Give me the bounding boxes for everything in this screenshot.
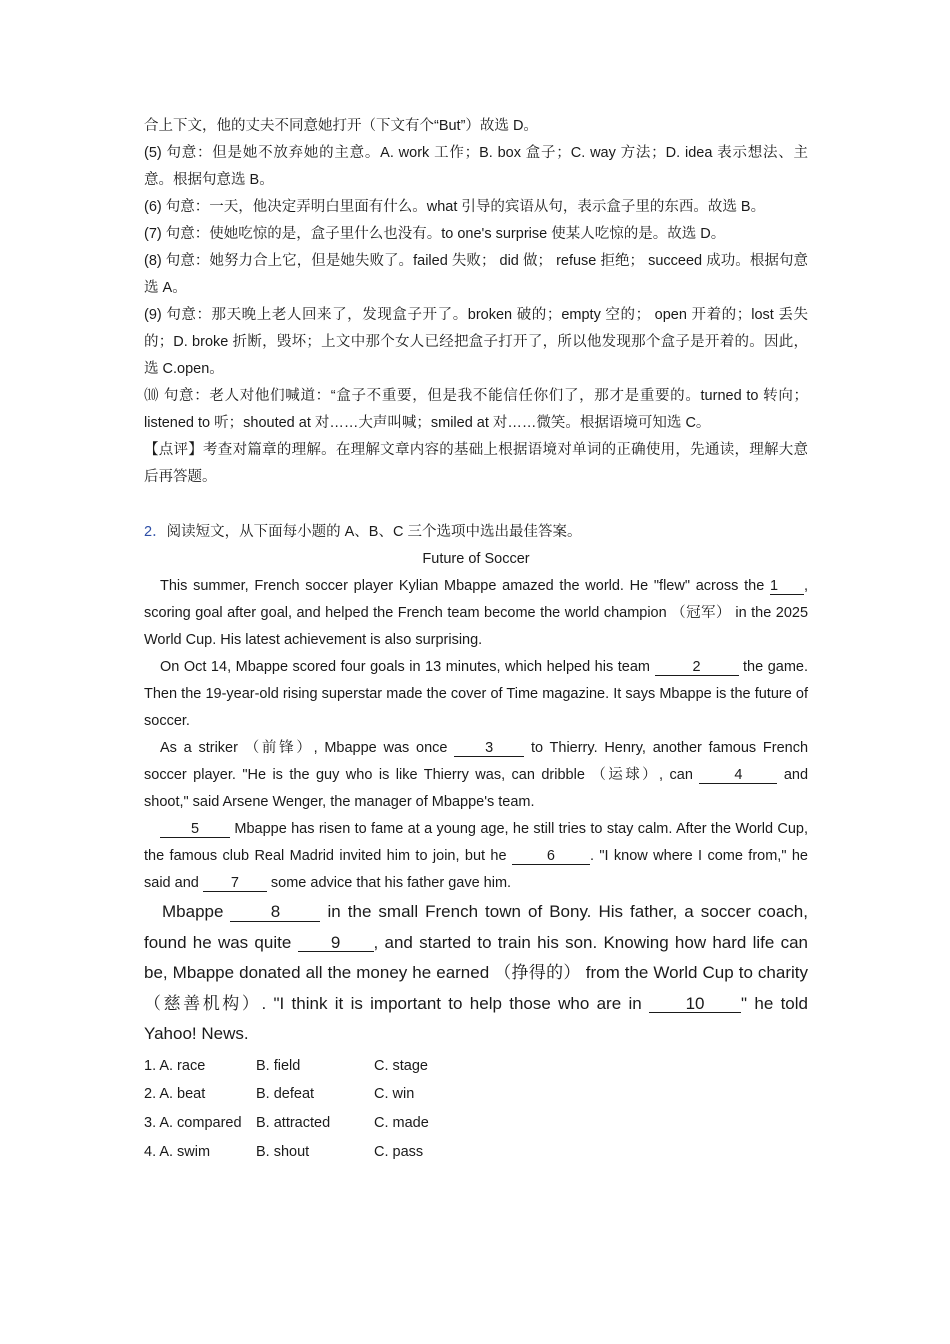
blank-9: 9 xyxy=(298,934,374,953)
option-a: 1. A. race xyxy=(144,1057,206,1074)
explanation-item-9: (9) 句意：那天晚上老人回来了，发现盒子开了。broken 破的；empty 空的； open 开着的；lost 丢失的；D. broke 折断，毁坏；上文中那个女人已经把盒子打开了，所以他发现那个盒子是开着的。因此，选 C.open。 xyxy=(144,307,808,377)
blank-2: 2 xyxy=(655,660,739,676)
option-b: B. defeat xyxy=(256,1086,315,1103)
option-b: B. field xyxy=(256,1057,301,1074)
blank-7: 7 xyxy=(203,876,267,892)
passage-paragraph-4: 5 Mbappe has risen to fame at a young age, he still tries to stay calm. After the World Cup, the famous club Real Madrid invited him to join, but he 6 . "I know where I come from," he said and 7 some advice that his father gave him. xyxy=(144,821,809,891)
question-number: 2． xyxy=(144,524,167,540)
explanation-item-5: (5) 句意：但是她不放弃她的主意。A. work 工作；B. box 盒子；C. way 方法；D. idea 表示想法、主意。根据句意选 B。 xyxy=(144,145,808,188)
option-c: C. stage xyxy=(374,1057,428,1074)
option-c: C. win xyxy=(374,1086,415,1103)
option-c: C. pass xyxy=(374,1143,424,1160)
blank-1: 1 xyxy=(770,579,804,595)
explanation-item-10: ⑽ 句意：老人对他们喊道：“盒子不重要，但是我不能信任你们了，那才是重要的。turned to 转向；listened to 听；shouted at 对……大声叫喊；smiled at 对……微笑。根据语境可知选 C。 xyxy=(144,388,808,431)
option-row xyxy=(144,1138,808,1167)
passage-paragraph-1: This summer, French soccer player Kylian Mbappe amazed the world. He "flew" across the 1 , scoring goal after goal, and helped the French team become the world champion （冠军） in the 2025 World Cup. His latest achievement is also surprising. xyxy=(144,578,809,648)
option-c: C. made xyxy=(374,1114,429,1131)
passage-paragraph-5: Mbappe 8 in the small French town of Bony. His father, a soccer coach, found he was quite 9 , and started to train his son. Knowing how hard life can be, Mbappe donated all the money he earned （挣得的） from the World Cup to charity （慈善机构）. "I think it is important to help those who are in 10 " he told Yahoo! News. xyxy=(144,902,808,1043)
explanation-item-8: (8) 句意：她努力合上它，但是她失败了。failed 失败； did 做； refuse 拒绝； succeed 成功。根据句意选 A。 xyxy=(144,253,808,296)
document-page xyxy=(144,113,808,1166)
blank-6: 6 xyxy=(512,849,590,865)
section-gap xyxy=(144,491,808,519)
explanation-line-top: 合上下文，他的丈夫不同意她打开（下文有个“But”）故选 D。 xyxy=(144,118,538,134)
option-a: 2. A. beat xyxy=(144,1086,206,1103)
options-list xyxy=(144,1052,808,1167)
question-header xyxy=(144,519,808,546)
blank-4: 4 xyxy=(699,768,777,784)
blank-3: 3 xyxy=(454,741,524,757)
option-b: B. attracted xyxy=(256,1114,331,1131)
passage-title: Future of Soccer xyxy=(422,551,530,567)
option-row xyxy=(144,1080,808,1109)
blank-10: 10 xyxy=(649,995,741,1014)
option-row xyxy=(144,1052,808,1081)
explanation-item-6: (6) 句意：一天，他决定弄明白里面有什么。what 引导的宾语从句，表示盒子里的东西。故选 B。 xyxy=(144,199,766,215)
passage-paragraph-2: On Oct 14, Mbappe scored four goals in 13 minutes, which helped his team 2 the game. Then the 19-year-old rising superstar made the cover of Time magazine. It says Mbappe is the future of soccer. xyxy=(144,659,809,729)
option-a: 3. A. compared xyxy=(144,1114,242,1131)
option-a: 4. A. swim xyxy=(144,1143,211,1160)
option-row xyxy=(144,1109,808,1138)
passage-paragraph-3: As a striker （前锋）, Mbappe was once 3 to Thierry. Henry, another famous French soccer player. "He is the guy who is like Thierry was, can dribble （运球）, can 4 and shoot," said Arsene Wenger, the manager of Mbappe's team. xyxy=(144,740,809,810)
explanation-comment: 【点评】考查对篇章的理解。在理解文章内容的基础上根据语境对单词的正确使用，先通读，理解大意后再答题。 xyxy=(144,442,808,485)
option-b: B. shout xyxy=(256,1143,310,1160)
blank-5: 5 xyxy=(160,822,230,838)
explanation-item-7: (7) 句意：使她吃惊的是，盒子里什么也没有。to one's surprise 使某人吃惊的是。故选 D。 xyxy=(144,226,726,242)
question-instruction: 阅读短文，从下面每小题的 A、B、C 三个选项中选出最佳答案。 xyxy=(166,524,582,540)
blank-8: 8 xyxy=(230,903,320,922)
